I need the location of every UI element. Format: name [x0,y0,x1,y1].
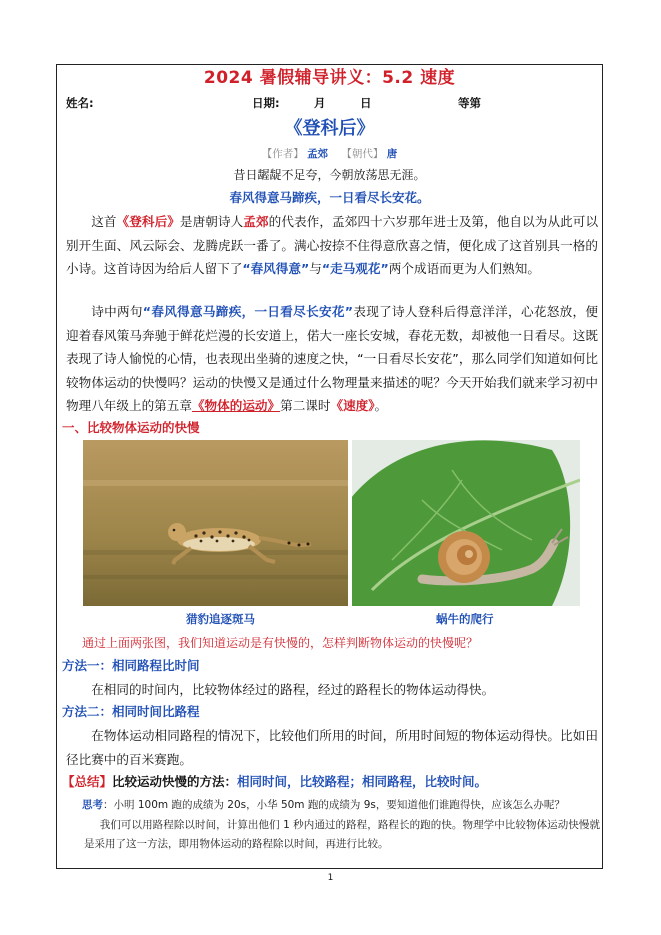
info-row [66,93,596,113]
cheetah-illustration [83,440,348,606]
poem-author-line [56,146,603,162]
lesson-ref: 《速度》 [330,398,375,413]
dynasty-tag: 【朝代】 [341,148,384,160]
poem-title: 《登科后》 [284,118,375,139]
summary-tag: 【总结】 [62,774,113,789]
poem-line-2: 春风得意马蹄疾，一日看尽长安花。 [229,190,430,205]
method-1-title: 方法一：相同路程比时间 [62,658,200,673]
method-2-text: 在物体运动相同路程的情况下，比较他们所用的时间，所用时间短的物体运动得快。比如田径比赛中的百米赛跑。 [66,728,598,767]
idiom-1: “春风得意” [242,261,310,276]
day-label: 日 [360,96,372,110]
summary-text: 相同时间，比较路程；相同路程，比较时间。 [237,774,488,789]
name-label: 姓名: [66,96,94,110]
snail-photo [352,440,580,606]
think-label: 思考 [82,799,103,811]
summary-label: 比较运动快慢的方法： [112,774,238,789]
summary-line [62,773,487,791]
dynasty-name: 唐 [386,148,398,160]
handout-title: 2024 暑假辅导讲义：5.2 速度 [203,68,456,88]
grade-label: 等第 [458,96,481,110]
snail-illustration [352,440,580,606]
date-label: 日期: [252,96,280,110]
chapter-ref: 《物体的运动》 [191,398,281,413]
intro-paragraph-1: 这首《登科后》是唐朝诗人孟郊的代表作，孟郊四十六岁那年进士及第，他自以为从此可以别开生面、风云际会、龙腾虎跃一番了。满心按捺不住得意欣喜之情，便化成了这首别具一格的小诗。这首诗因为给后人留下了“春风得意”与“走马观花”两个成语而更为人们熟知。 [66,214,599,276]
think-answer: 我们可以用路程除以时间，计算出他们 1 秒内通过的路程，路程长的跑的快。物理学中比较物体运动快慢就是采用了这一方法，即用物体运动的路程除以时间，再进行比较。 [84,819,600,850]
poem-title-ref: 《登科后》 [116,214,180,229]
section-1-heading: 一、比较物体运动的快慢 [62,420,200,435]
method-1-text: 在相同的时间内，比较物体经过的路程，经过的路程长的物体运动得快。 [91,682,495,697]
cheetah-photo [83,440,348,606]
caption-cheetah: 猎豹追逐斑马 [186,612,255,626]
author-name: 孟郊 [307,148,329,160]
caption-snail: 蜗牛的爬行 [436,612,494,626]
lead-question: 通过上面两张图，我们知道运动是有快慢的，怎样判断物体运动的快慢呢？ [82,636,479,650]
method-2-title: 方法二：相同时间比路程 [62,704,200,719]
intro-paragraph-2: 诗中两句“春风得意马蹄疾，一日看尽长安花”表现了诗人登科后得意洋洋，心花怒放，便迎着春风策马奔驰于鲜花烂漫的长安道上，偌大一座长安城，春花无数，却被他一日看尽。这既表现了诗人愉悦的心情，也表现出坐骑的速度之快，“一日看尽长安花”，那么同学们知道如何比较物体运动的快慢吗？运动的快慢又是通过什么物理量来描述的呢？今天开始我们就来学习初中物理八年级上的第五章《物体的运动》第二课时《速度》。 [66,304,599,413]
think-text: ：小明 100m 跑的成绩为 20s，小华 50m 跑的成绩为 9s，要知道他们谁跑得快，应该怎么办呢？ [103,799,565,811]
idiom-2: “走马观花” [321,261,389,276]
page-number: 1 [327,873,334,883]
verse-quote: “春风得意马蹄疾，一日看尽长安花” [142,304,354,319]
author-ref: 孟郊 [243,214,269,229]
think-question [82,796,600,815]
month-label: 月 [314,96,326,110]
poem-line-1: 昔日龌龊不足夸，今朝放荡思无涯。 [233,168,426,182]
author-tag: 【作者】 [261,148,304,160]
